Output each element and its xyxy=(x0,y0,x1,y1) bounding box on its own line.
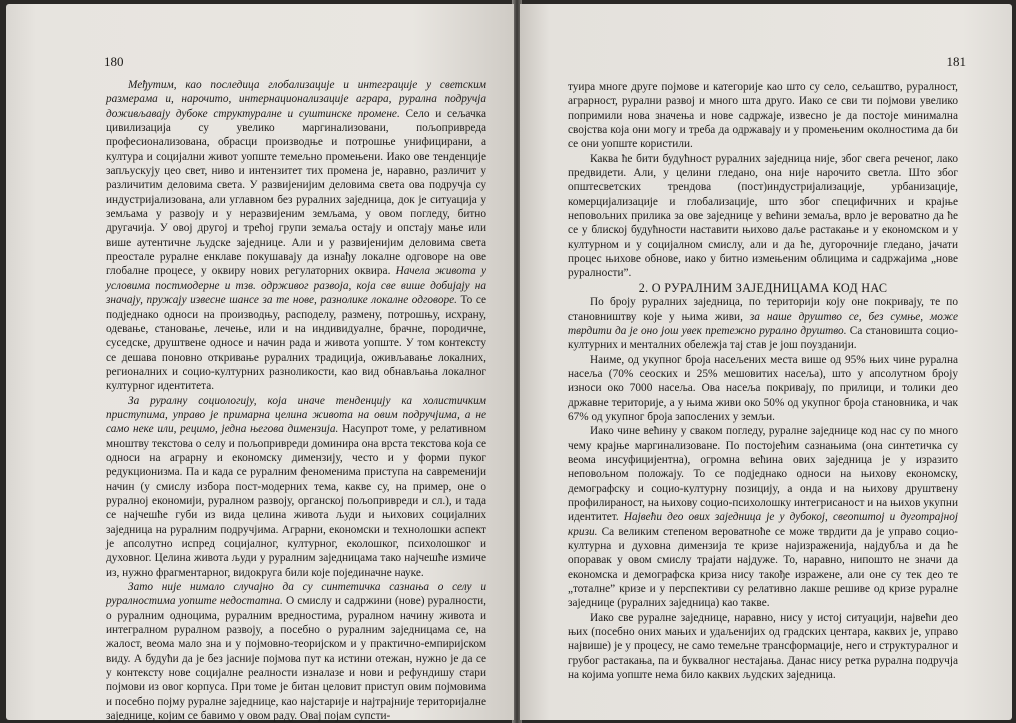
body-span: О смислу и садржини (нове) руралности, о руралним одноцима, руралним вредностима, руралном начину живота и интегралном руралном развоју, а посебно о руралним заједницама се, на жалост, веома мало зна и у појмовно-теоријском и у практично-емпиријском виду. А будући да је без јасније појмова пут ка истини отежан, нужно је да се у контексту нове социјалне реалности изналазе и нови и рефундишу стари појмови из овог корпуса. При томе је битан целовит приступ овим појмовима и посебно појму руралне заједнице, као најстарије и најтрајније територијалне заједнице, којим се бавимо у овом раду. Овај појам супсти- xyxy=(106,595,486,723)
body-span: Насупрот томе, у релативном мноштву текстова о селу и пољопривреди доминира она врста текстова која се односи на аграрну и економску димензију, често и у форми пуког редукционизма. Па и када се руралним феноменима приступа на савременији начин (у смислу избора пост-модерних тема, какве су, на пример, оне о руралној економији, руралном развоју, органској пољопривреди и сл.), и тада се најчешће губи из вида целина живота људи и њихових социјалних заједница на руралним подручјима. Аграрни, економски и технолошки аспект је апсолутно испред социјалног, културног, еколошког, психолошког и духовног. Целина живота људи у руралним заједницама тако најчешће измиче из, нужно фрагментарног, видокруга били које појединачне науке. xyxy=(106,423,486,579)
right-paragraph-4 xyxy=(568,353,958,425)
right-page xyxy=(520,4,1012,720)
right-paragraph-6 xyxy=(568,611,958,683)
page-number-left: 180 xyxy=(104,54,124,69)
italic-span: Начела живота у условима постмодерне и тзв. одрживог развоја, која све више добијају на значају, пружају извесне шансе за те нове, разнолике локалне одговоре. xyxy=(106,265,486,307)
body-span: Са великим степеном вероватноће се може тврдити да је управо социо-културна и духовна димензија те кризе најизраженија, најдубља и да ће опоравак у овом смислу трајати најдуже. То, наравно, нипошто не значи да економска и демографска криза нису такође изражене, али оне су тек део те „тоталне” кризе и у перспективи су релативно лакше решиве од кризе руралне заједнице (руралних заједница) као такве. xyxy=(568,525,958,610)
right-paragraph-1: туира многе друге појмове и категорије као што су село, сељаштво, руралност, аграрност, рурални развој и много шта друго. Иако се сви ти појмови увелико попримили нова значења и нове садржаје, извесно је да постоје минимална својства која они могу и треба да одржавају и у промењеним околностима да би се они уопште користили. xyxy=(568,81,958,151)
italic-span: Највећи део ових заједница је у дубокој, свеопштој и дуготрајној кризи. xyxy=(568,511,958,538)
right-paragraph-5 xyxy=(568,424,958,610)
italic-span: За руралну социологију, која иначе тенденцију ка холистичким приступима, управо је примарна целина живота на овим подручјима, а не само неке или, рецимо, једна његова димензија. xyxy=(106,394,486,436)
body-span: По броју руралних заједница, по територији коју оне покривају, те по становништву које у њима живи, xyxy=(568,296,958,323)
left-paragraph-3 xyxy=(106,580,486,723)
italic-span: за наше друштво се, без сумње, може тврдити да је оно још увек претежно рурално друштво. xyxy=(568,310,959,337)
page-number-right: 181 xyxy=(946,54,966,69)
italic-span: Међутим, као последица глобализације и интеграције у светским размерама и, нарочито, интернационализације аграра, рурална подручја доживљавају дубоке структуралне и суштинске промене. xyxy=(106,79,486,120)
body-span: Иако чине већину у сваком погледу, руралне заједнице код нас су по много чему крајње маргинализоване. По постојећим сазнањима (она синтетичка су веома инсуфицијентна), огромна већина ових заједница је у изразито неповољном положају. То се подједнако односи на њихову економску, демографску и социо-културну позицију, а онда и на њихову друштвену профилираност, на њихову социо-психолошку интегрисаност и на њихов укупни идентитет. xyxy=(568,425,958,524)
right-paragraph-2: Каква ће бити будућност руралних заједница није, због свега реченог, лако предвидети. Али, у целини гледано, она није нарочито светла. Што због општесветских трендова (пост)индустријализације, урбанизације, комерцијализације и глобализације, што због специфичних и крајње неповољних прилика за ове заједнице у већини земаља, врло је вероватно да ће се у блиској будућности наставити њихово даље растакање и у економском и у културном и у социјалном смислу, али и да ће, дугорочније гледано, јачати процес њихове обнове, иако у битно измењеним облицима и садржајима „нове руралности”. xyxy=(568,152,958,280)
left-paragraph-1 xyxy=(106,78,486,394)
left-page xyxy=(6,4,514,723)
right-paragraph-3 xyxy=(568,295,958,352)
left-page-body xyxy=(106,78,486,723)
body-span: То се подједнако односи на производњу, расподелу, размену, потрошњу, исхрану, одевање, становање, лечење, или и на индивидуалне, брачне, породичне, суседске, друштвене односе и начин рада и живота уопште. У том контексту се дешава поновно откривање руралних традиција, оживљавање локалних, регионалних и социо-културних разноликости, као вид обнављања локалног културног идентитета. xyxy=(106,294,486,393)
right-page-body xyxy=(568,80,958,682)
body-span: Наиме, од укупног броја насељених места више од 95% њих чине рурална насеља (70% сеоских и 25% мешовитих насеља), што у апсолутном броју износи око 7000 насеља. Ова насеља покривају, по прилици, и толики део државне територије, а у њима живи око 50% од укупног броја становника, и чак 67% од укупног броја запослених у земљи. xyxy=(568,353,958,423)
body-span: Са становишта социо-културних и менталних обележја тај став је још поузданији. xyxy=(568,324,958,352)
left-paragraph-2 xyxy=(106,394,486,580)
section-heading: 2. О РУРАЛНИМ ЗАЈЕДНИЦАМА КОД НАС xyxy=(638,280,888,295)
body-span: Село и сељачка цивилизација су увелико маргинализовани, пољопривреда професионализована, обрасци производње и потрошње унифицирани, а култура и социјални живот уопште темељно промењени. Иако ове тенденције запљускују цео свет, ниво и интензитет тих промена је, наравно, различит у различитим деловима света. У развијенијим деловима света ова подручја су индустријализована, али углавном без руралних заједница, док је ситуација у земљама у развоју и у неразвијеним земљама, у овом погледу, битно другачија. У овој другој и трећој групи земаља остају и опстају мање или више аутентичне људске заједнице. Али и у развијенијим деловима света преостале руралне енклаве покушавају да изнађу локалне одговоре на ове глобалне процесе, у оквиру нових регулаторних оквира. xyxy=(106,107,486,278)
body-span: Иако све руралне заједнице, наравно, нису у истој ситуацији, највећи део њих (посебно оних мањих и удаљенијих од градских центара, каквих је, управо највише) је у процесу, не само темељне трансформације, него и структуралног и грубог растакања, па и буквалног нестајања. Данас нису ретка рурална подручја на којима уопште нема било каквих људских заједница. xyxy=(568,611,958,682)
italic-span: Зато није нимало случајно да су синтетичка сазнања о селу и руралностима уопште недостатна. xyxy=(106,581,486,608)
